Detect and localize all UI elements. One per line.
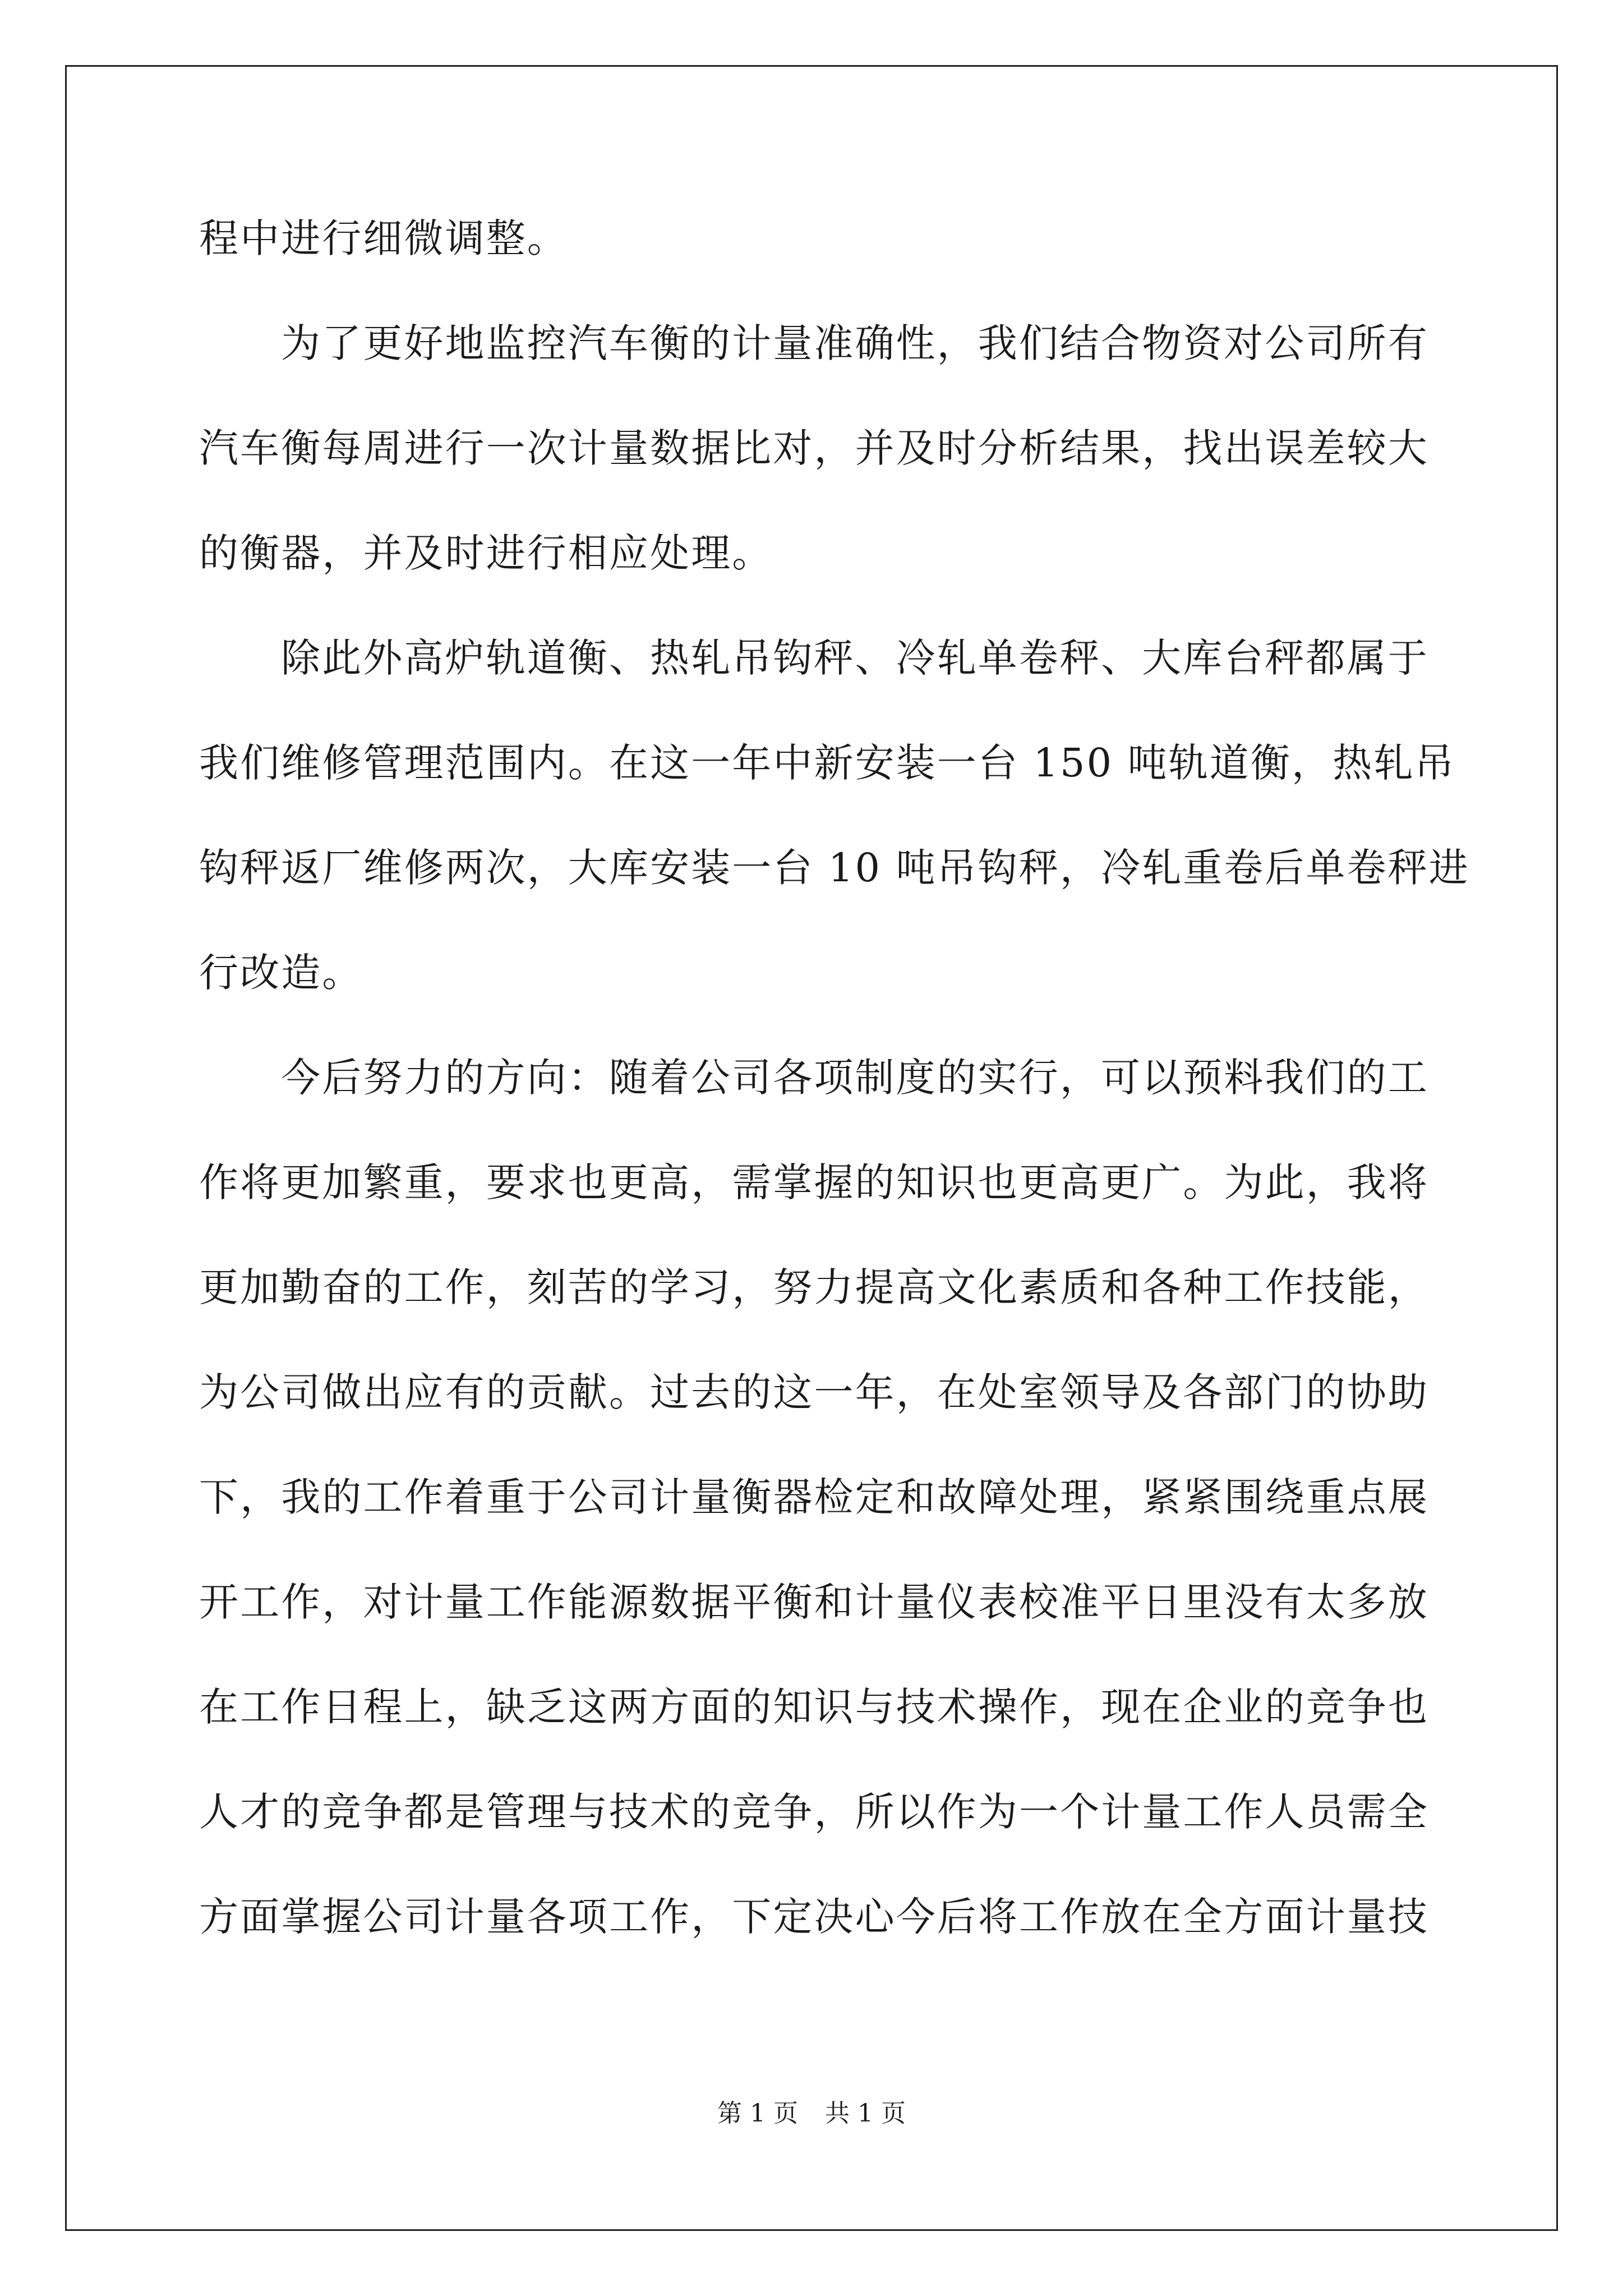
text-line: 为了更好地监控汽车衡的计量准确性，我们结合物资对公司所有 bbox=[281, 320, 1429, 366]
text-line: 行改造。 bbox=[199, 950, 363, 996]
page-footer bbox=[0, 2097, 1623, 2131]
text-line: 在工作日程上，缺乏这两方面的知识与技术操作，现在企业的竞争也 bbox=[199, 1684, 1429, 1730]
text-line: 的衡器，并及时进行相应处理。 bbox=[199, 530, 773, 576]
text-line: 汽车衡每周进行一次计量数据比对，并及时分析结果，找出误差较大 bbox=[199, 425, 1429, 471]
text-line: 我们维修管理范围内。在这一年中新安装一台 150 吨轨道衡，热轧吊 bbox=[199, 740, 1456, 786]
text-line: 开工作，对计量工作能源数据平衡和计量仪表校准平日里没有太多放 bbox=[199, 1579, 1429, 1625]
text-line: 更加勤奋的工作，刻苦的学习，努力提高文化素质和各种工作技能， bbox=[199, 1264, 1429, 1310]
text-line: 人才的竞争都是管理与技术的竞争，所以作为一个计量工作人员需全 bbox=[199, 1789, 1429, 1835]
text-line: 钩秤返厂维修两次，大库安装一台 10 吨吊钩秤，冷轧重卷后单卷秤进 bbox=[199, 845, 1470, 891]
document-body bbox=[199, 186, 1470, 1970]
text-line: 方面掌握公司计量各项工作，下定决心今后将工作放在全方面计量技 bbox=[199, 1894, 1429, 1940]
text-line: 为公司做出应有的贡献。过去的这一年，在处室领导及各部门的协助 bbox=[199, 1369, 1429, 1415]
text-line: 程中进行细微调整。 bbox=[199, 215, 568, 261]
text-line: 今后努力的方向：随着公司各项制度的实行，可以预料我们的工 bbox=[281, 1055, 1429, 1101]
text-line: 作将更加繁重，要求也更高，需掌握的知识也更高更广。为此，我将 bbox=[199, 1159, 1429, 1205]
page-total: 共 1 页 bbox=[825, 2099, 906, 2128]
text-line: 除此外高炉轨道衡、热轧吊钩秤、冷轧单卷秤、大库台秤都属于 bbox=[281, 635, 1429, 681]
page-number: 第 1 页 bbox=[717, 2099, 798, 2128]
text-line: 下，我的工作着重于公司计量衡器检定和故障处理，紧紧围绕重点展 bbox=[199, 1474, 1429, 1520]
